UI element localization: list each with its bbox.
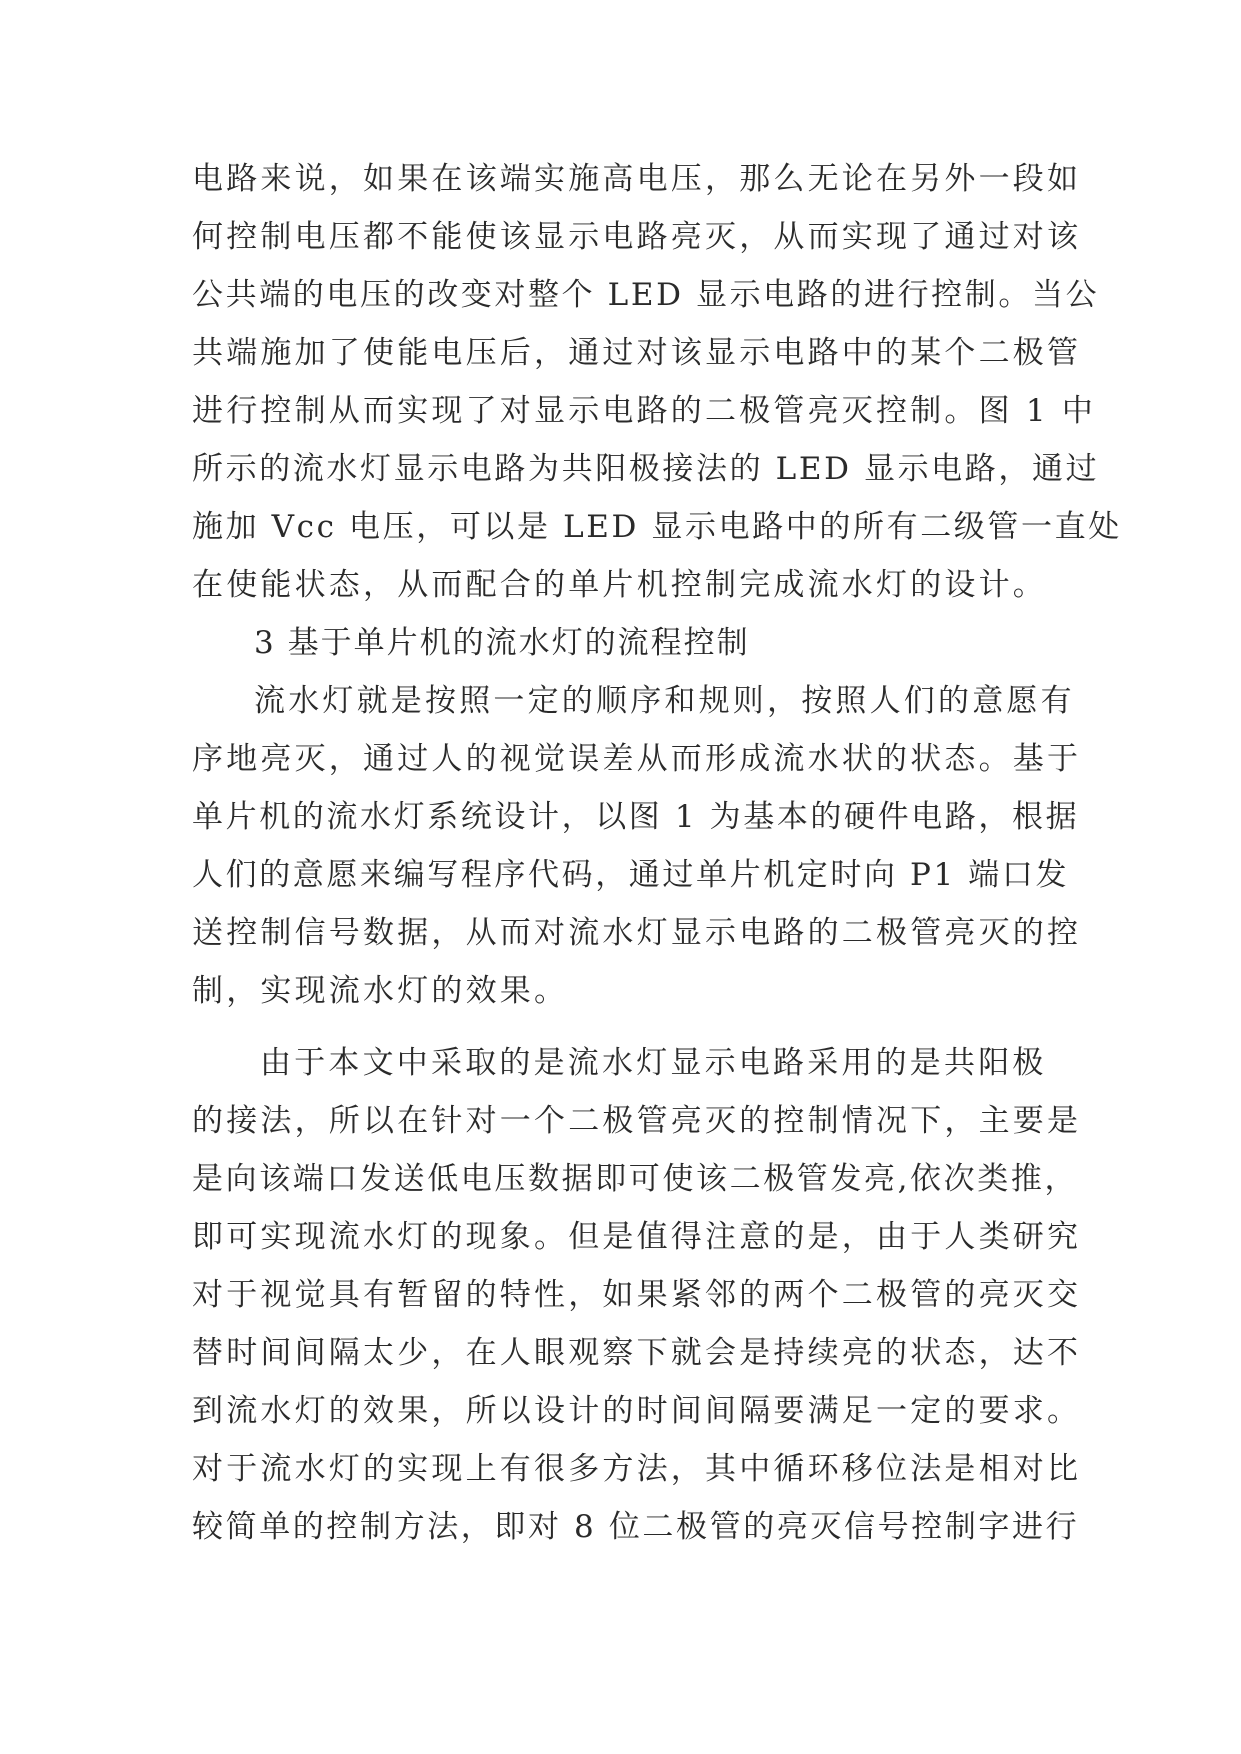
text-line: 何控制电压都不能使该显示电路亮灭，从而实现了通过对该: [192, 219, 1082, 255]
text-line: 单片机的流水灯系统设计，以图 1 为基本的硬件电路，根据: [192, 799, 1080, 835]
text-line: 序地亮灭，通过人的视觉误差从而形成流水状的状态。基于: [192, 741, 1082, 777]
text-line: 的接法，所以在针对一个二极管亮灭的控制情况下，主要是: [192, 1103, 1082, 1139]
text-line: 对于视觉具有暂留的特性，如果紧邻的两个二极管的亮灭交: [192, 1277, 1082, 1313]
section-heading: 3 基于单片机的流水灯的流程控制: [254, 625, 750, 661]
text-line: 即可实现流水灯的现象。但是值得注意的是，由于人类研究: [192, 1219, 1082, 1255]
text-line: 人们的意愿来编写程序代码，通过单片机定时向 P1 端口发: [192, 857, 1070, 893]
text-line: 送控制信号数据，从而对流水灯显示电路的二极管亮灭的控: [192, 915, 1082, 951]
text-line: 对于流水灯的实现上有很多方法，其中循环移位法是相对比: [192, 1451, 1082, 1487]
text-line: 制，实现流水灯的效果。: [192, 973, 569, 1009]
text-line: 流水灯就是按照一定的顺序和规则，按照人们的意愿有: [254, 683, 1075, 719]
text-line: 所示的流水灯显示电路为共阳极接法的 LED 显示电路，通过: [192, 451, 1100, 487]
text-line: 到流水灯的效果，所以设计的时间间隔要满足一定的要求。: [192, 1393, 1082, 1429]
text-line: 进行控制从而实现了对显示电路的二极管亮灭控制。图 1 中: [192, 393, 1097, 429]
text-line: 较简单的控制方法，即对 8 位二极管的亮灭信号控制字进行: [192, 1509, 1080, 1545]
text-line: 由于本文中采取的是流水灯显示电路采用的是共阳极: [260, 1045, 1047, 1081]
body-text: [192, 150, 1122, 1556]
text-line: 公共端的电压的改变对整个 LED 显示电路的进行控制。当公: [192, 277, 1100, 313]
text-line: 替时间间隔太少，在人眼观察下就会是持续亮的状态，达不: [192, 1335, 1082, 1371]
text-line: 电路来说，如果在该端实施高电压，那么无论在另外一段如: [192, 161, 1082, 197]
text-line: 在使能状态，从而配合的单片机控制完成流水灯的设计。: [192, 567, 1047, 603]
text-line: 共端施加了使能电压后，通过对该显示电路中的某个二极管: [192, 335, 1082, 371]
text-line: 是向该端口发送低电压数据即可使该二极管发亮,依次类推，: [192, 1161, 1079, 1197]
text-line: 施加 Vcc 电压，可以是 LED 显示电路中的所有二级管一直处: [192, 509, 1122, 545]
